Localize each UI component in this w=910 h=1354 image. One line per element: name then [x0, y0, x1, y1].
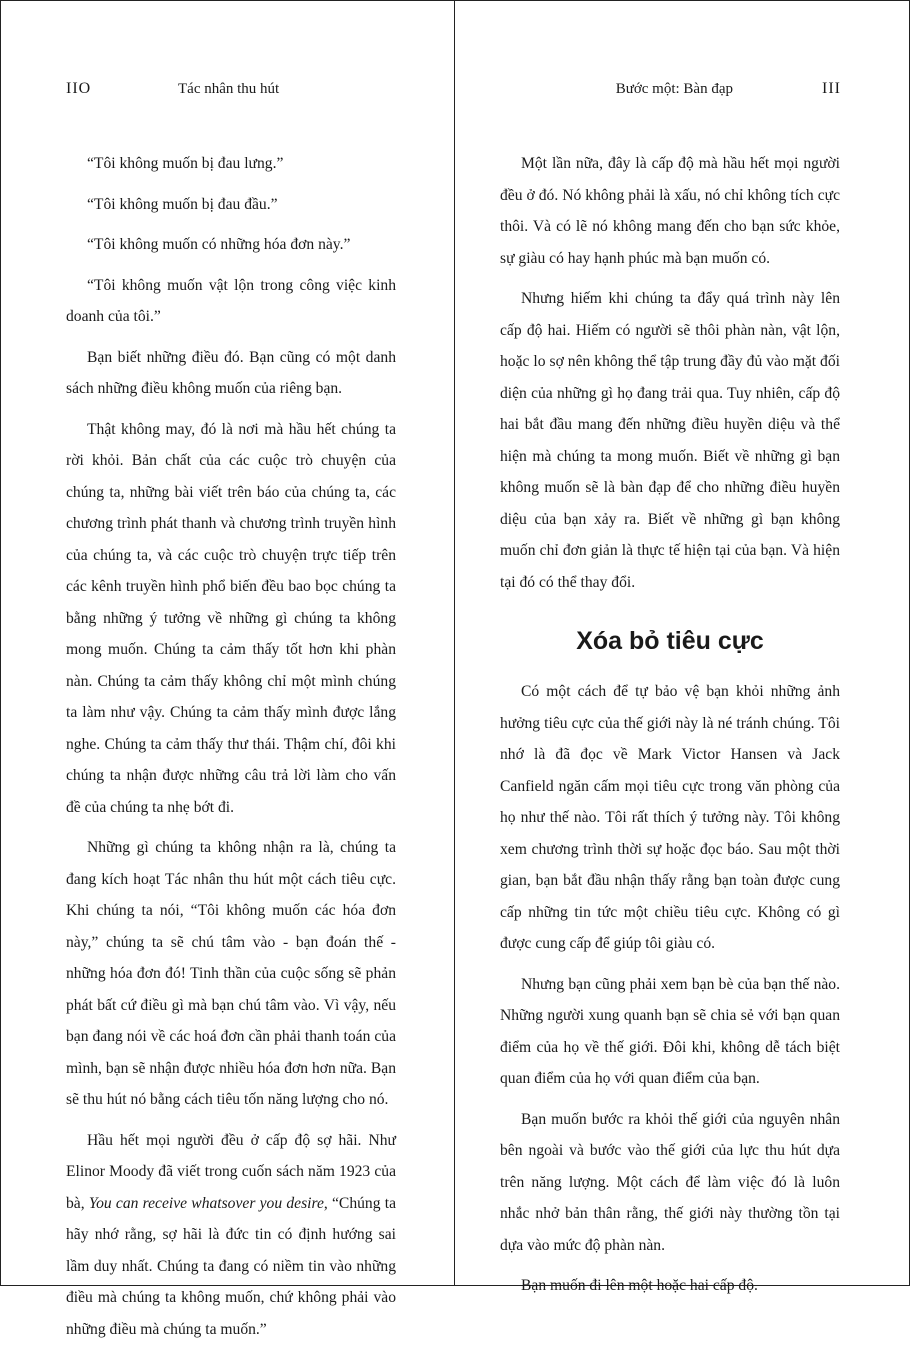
section-heading: Xóa bỏ tiêu cực — [576, 627, 764, 655]
left-page-header — [66, 78, 396, 100]
right-page-body — [500, 148, 840, 1311]
paragraph: Bạn muốn đi lên một hoặc hai cấp độ. — [521, 1277, 758, 1294]
paragraph: Nhưng hiếm khi chúng ta đẩy quá trình này lên cấp độ hai. Hiếm có người sẽ thôi phàn nàn, vật lộn, hoặc lo sợ nên không thể tập trung đầy đủ vào mặt đối diện của những gì họ đang trải qua. Tuy nhiên, cấp độ hai bắt đầu mang đến những điều huyền diệu và thể hiện mà chúng ta mong muốn. Biết về những gì bạn không muốn sẽ là bàn đạp để cho những điều huyền diệu của bạn xảy ra. Biết về những gì bạn không muốn chỉ đơn giản là thực tế hiện tại của bạn. Và hiện tại đó có thể thay đổi. — [500, 290, 840, 591]
paragraph: Thật không may, đó là nơi mà hầu hết chúng ta rời khỏi. Bản chất của các cuộc trò chuyện của chúng ta, những bài viết trên báo của chúng ta, các chương trình phát thanh và chương trình truyền hình của chúng ta, và các cuộc trò chuyện trực tiếp trên các kênh truyền hình phổ biến đều bao bọc chúng ta bằng những ý tưởng về những gì chúng ta không mong muốn. Chúng ta cảm thấy tốt hơn khi phàn nàn. Chúng ta cảm thấy không chỉ một mình chúng ta làm như vậy. Chúng ta cảm thấy mình được lắng nghe. Chúng ta cảm thấy thư thái. Thậm chí, đôi khi chúng ta nhận được những câu trả lời làm cho vấn đề của chúng ta nhẹ bớt đi. — [66, 420, 396, 816]
paragraph: Những gì chúng ta không nhận ra là, chúng ta đang kích hoạt Tác nhân thu hút một cách tiêu cực. Khi chúng ta nói, “Tôi không muốn các hóa đơn này,” chúng ta sẽ chú tâm vào - bạn đoán thế - những hóa đơn đó! Tinh thần của cuộc sống sẽ phản phát bất cứ điều gì mà bạn chú tâm vào. Vì vậy, nếu bạn đang nói về các hoá đơn cần phải thanh toán của mình, bạn sẽ nhận được nhiều hóa đơn hơn nữa. Bạn sẽ thu hút nó bằng cách tiêu tốn năng lượng cho nó. — [66, 839, 396, 1108]
quote-line: “Tôi không muốn có những hóa đơn này.” — [87, 236, 351, 253]
running-title: Tác nhân thu hút — [178, 81, 280, 97]
paragraph: Bạn biết những điều đó. Bạn cũng có một danh sách những điều không muốn của riêng bạn. — [66, 348, 396, 397]
right-page-header — [505, 78, 841, 100]
paragraph: Có một cách để tự bảo vệ bạn khỏi những ảnh hưởng tiêu cực của thế giới này là né tránh chúng. Tôi nhớ là đã đọc về Mark Victor Hansen và Jack Canfield ngăn cấm mọi tiêu cực trong văn phòng của họ như thế nào. Tôi rất thích ý tưởng này. Tôi không xem chương trình thời sự hoặc đọc báo. Sau một thời gian, bạn bắt đầu nhận thấy rằng bạn toàn được cung cấp những tin tức một chiều tiêu cực. Không có gì được cung cấp để giúp tôi giàu có. — [500, 683, 840, 952]
right-page — [455, 0, 909, 1294]
book-title: You can receive whatsover you desire — [88, 1194, 324, 1212]
left-page — [0, 0, 454, 1338]
running-title: Bước một: Bàn đạp — [615, 81, 733, 97]
page-number: IIO — [66, 80, 92, 97]
paragraph-text: , “Chúng ta hãy nhớ rằng, sợ hãi là đức tin có định hướng sai lầm duy nhất. Chúng ta đang có niềm tin vào những điều mà chúng ta không muốn, chứ không phải vào những điều mà chúng ta muốn.” — [66, 1194, 396, 1338]
page-number: III — [822, 80, 841, 97]
quote-line: “Tôi không muốn bị đau đầu.” — [87, 195, 278, 213]
quote-line: “Tôi không muốn bị đau lưng.” — [87, 155, 284, 172]
quote-line: “Tôi không muốn vật lộn trong công việc kinh doanh của tôi.” — [66, 276, 396, 325]
paragraph: Nhưng bạn cũng phải xem bạn bè của bạn thế nào. Những người xung quanh bạn sẽ chia sẻ với bạn quan điểm của họ về thế giới. Đôi khi, không dễ tách biệt quan điểm của họ với quan điểm của bạn. — [500, 975, 840, 1087]
paragraph-text: Hầu hết mọi người đều ở cấp độ sợ hãi. Như Elinor Moody đã viết trong cuốn sách năm 1923 của bà, — [66, 1131, 396, 1212]
paragraph — [66, 1125, 396, 1346]
paragraph: Bạn muốn bước ra khỏi thế giới của nguyên nhân bên ngoài và bước vào thế giới của lực thu hút dựa trên năng lượng. Một cách để làm việc đó là luôn nhắc nhở bản thân rằng, thế giới này thường tồn tại dựa vào mức độ phàn nàn. — [500, 1110, 840, 1254]
paragraph: Một lần nữa, đây là cấp độ mà hầu hết mọi người đều ở đó. Nó không phải là xấu, nó chỉ không tích cực thôi. Và có lẽ nó không mang đến cho bạn sức khỏe, sự giàu có hay hạnh phúc mà bạn muốn có. — [500, 155, 840, 267]
left-page-body — [66, 148, 396, 1354]
